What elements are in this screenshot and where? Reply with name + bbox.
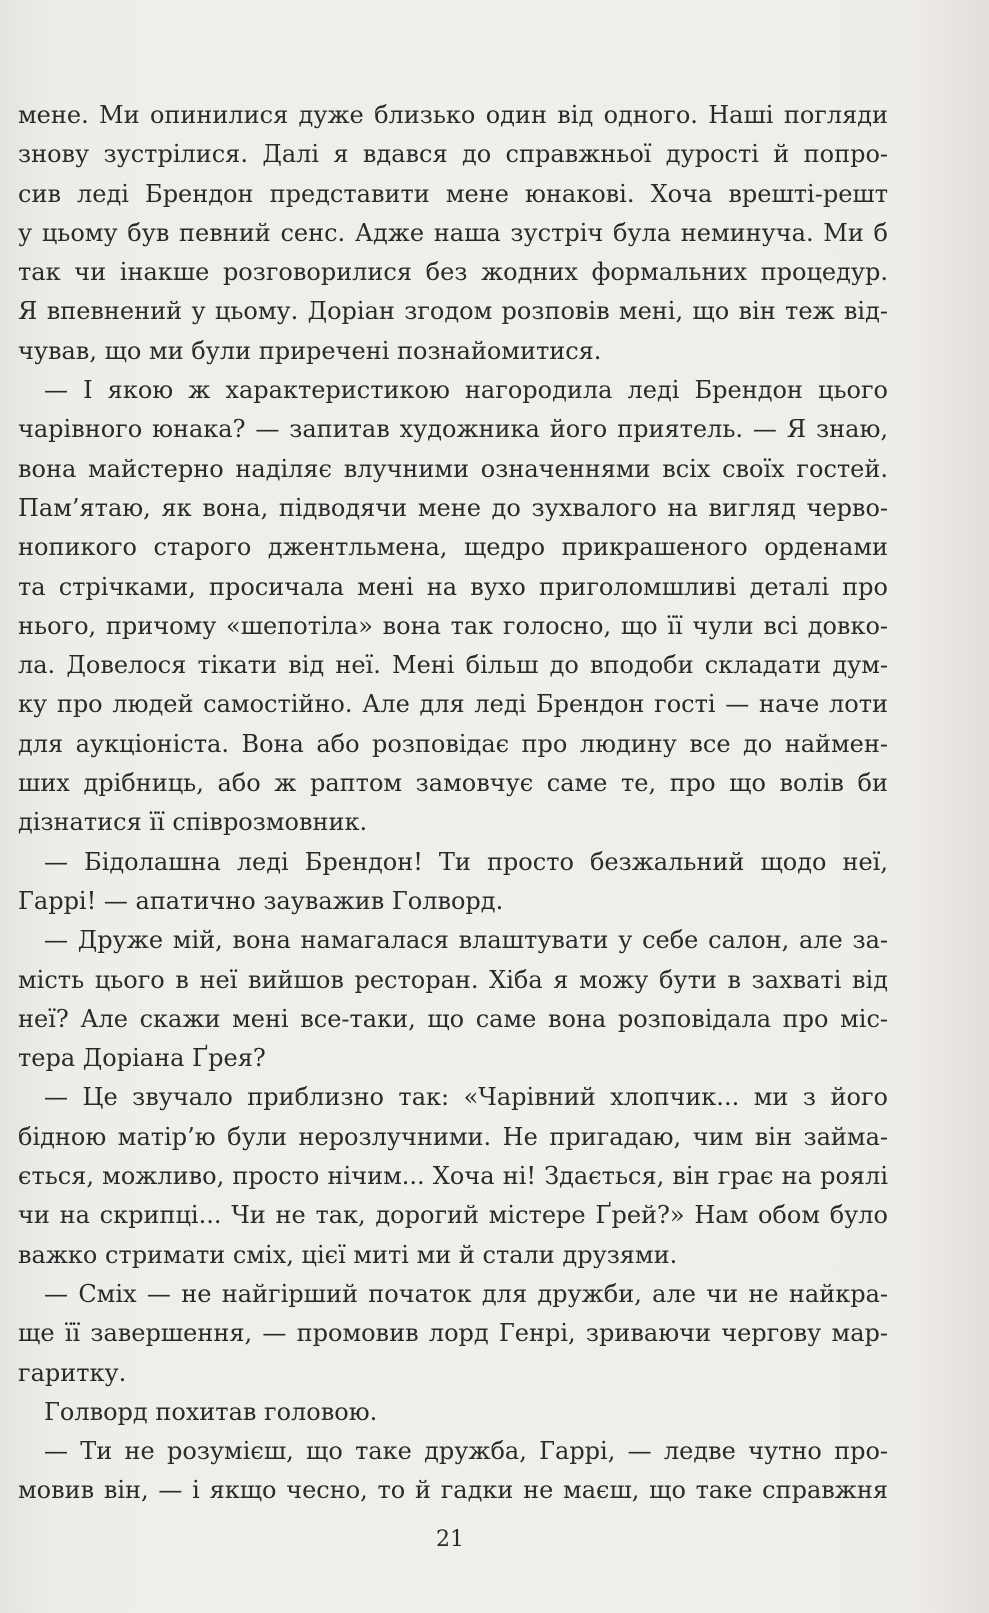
text-line: сив леді Брендон представити мене юнакові. Хоча врешті-решт [18,179,888,208]
text-line: — Це звучало приблизно так: «Чарівний хлопчик... ми з його [44,1083,888,1112]
text-line: ших дрібниць, або ж раптом замовчує саме те, про що волів би [18,769,888,798]
text-line: нопикого старого джентльмена, щедро прикрашеного орденами [18,533,888,562]
text-line: чи на скрипці... Чи не так, дорогий містере Ґрей?» Нам обом було [18,1201,888,1230]
text-line: та стрічками, просичала мені на вухо приголомшливі деталі про [18,572,888,601]
text-line: мість цього в неї вийшов ресторан. Хіба я можу бути в захваті від [18,965,888,994]
text-line: знову зустрілися. Далі я вдався до справжньої дурості й попро- [18,140,888,169]
text-line: у цьому був певний сенс. Адже наша зустріч була неминуча. Ми б [18,218,888,247]
text-line: дізнатися її співрозмовник. [18,808,368,837]
text-line: чарівного юнака? — запитав художника його приятель. — Я знаю, [18,415,888,444]
text-line: вона майстерно наділяє влучними означеннями всіх своїх гостей. [18,454,888,483]
text-line: — Ти не розумієш, що таке дружба, Гаррі, — ледве чутно про- [44,1437,888,1466]
text-line: неї? Але скажи мені все-таки, що саме вона розповідала про міс- [18,1004,888,1033]
text-line: ла. Довелося тікати від неї. Мені більш до вподоби складати дум- [18,651,888,680]
text-line: ще її завершення, — промовив лорд Генрі, зриваючи чергову мар- [18,1319,888,1348]
text-line: гаритку. [18,1358,127,1387]
text-line: — Сміх — не найгірший початок для дружби, але чи не найкра- [44,1279,888,1308]
text-line: нього, причому «шепотіла» вона так голосно, що її чули всі довко- [18,611,888,640]
text-line: важко стримати сміх, цієї миті ми й стали друзями. [18,1240,678,1269]
text-line: Пам’ятаю, як вона, підводячи мене до зухвалого на вигляд черво- [18,493,888,522]
text-line: так чи інакше розговорилися без жодних формальних процедур. [18,258,888,287]
text-line: — Друже мій, вона намагалася влаштувати у себе салон, але за- [44,926,888,955]
text-line: Я впевнений у цьому. Доріан згодом розповів мені, що він теж від- [18,297,888,326]
text-line: — Бідолашна леді Брендон! Ти просто безжальний щодо неї, [44,847,888,876]
text-line: для аукціоніста. Вона або розповідає про людину все до наймен- [18,729,888,758]
text-line: чував, що ми були приречені познайомитися. [18,336,602,365]
text-line: мовив він, — і якщо чесно, то й гадки не маєш, що таке справжня [18,1476,888,1505]
text-line: тера Доріана Ґрея? [18,1044,266,1073]
text-line: ку про людей самостійно. Але для леді Брендон гості — наче лоти [18,690,888,719]
text-line: Гаррі! — апатично зауважив Голворд. [18,886,504,915]
page-number: 21 [436,1527,464,1552]
text-line: ється, можливо, просто нічим... Хоча ні! Здається, він грає на роялі [18,1162,888,1191]
body-text [18,96,888,1511]
text-line: Голворд похитав головою. [44,1397,378,1426]
text-line: мене. Ми опинилися дуже близько один від одного. Наші погляди [18,101,888,129]
text-line: бідною матір’ю були нерозлучними. Не пригадаю, чим він займа- [18,1122,888,1151]
text-line: — І якою ж характеристикою нагородила леді Брендон цього [44,376,888,405]
